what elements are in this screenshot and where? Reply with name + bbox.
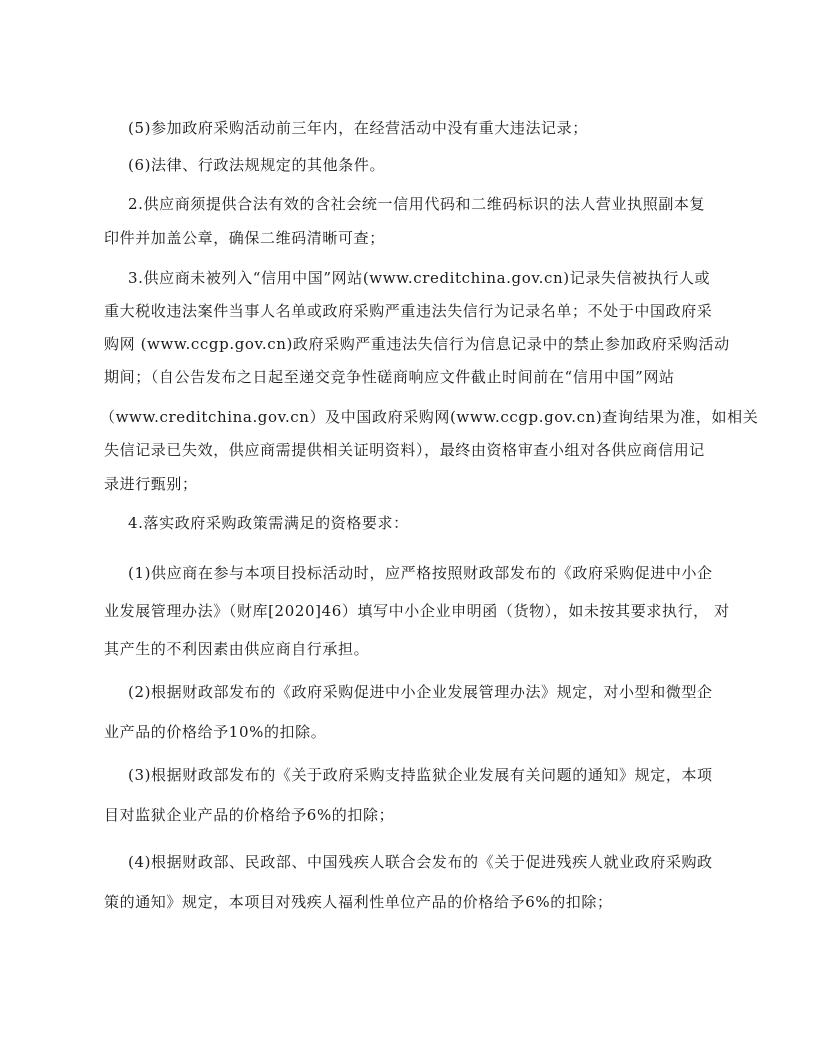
text-line: 失信记录已失效，供应商需提供相关证明资料），最终由资格审查小组对各供应商信用记 bbox=[104, 441, 705, 459]
text-line: 重大税收违法案件当事人名单或政府采购严重违法失信行为记录名单；不处于中国政府采 bbox=[104, 302, 713, 320]
text-line: 印件并加盖公章，确保二维码清晰可查； bbox=[104, 229, 385, 247]
text-line: 2.供应商须提供合法有效的含社会统一信用代码和二维码标识的法人营业执照副本复 bbox=[128, 195, 706, 213]
text-line: (3)根据财政部发布的《关于政府采购支持监狱企业发展有关问题的通知》规定，本项 bbox=[128, 766, 713, 784]
text-line: (6)法律、行政法规规定的其他条件。 bbox=[128, 156, 386, 174]
text-line: 目对监狱企业产品的价格给予6%的扣除； bbox=[104, 806, 395, 824]
text-line: (5)参加政府采购活动前三年内，在经营活动中没有重大违法记录； bbox=[128, 119, 588, 137]
text-line: （www.creditchina.gov.cn）及中国政府采购网(www.ccgp.gov.cn)查询结果为准，如相关 bbox=[100, 408, 759, 426]
text-line: 其产生的不利因素由供应商自行承担。 bbox=[104, 640, 370, 658]
text-line: 购网 (www.ccgp.gov.cn)政府采购严重违法失信行为信息记录中的禁止参加政府采购活动 bbox=[104, 335, 730, 353]
paragraph-item-3 bbox=[100, 267, 759, 507]
paragraph-item-1-5 bbox=[104, 117, 724, 141]
text-line: 策的通知》规定，本项目对残疾人福利性单位产品的价格给予6%的扣除； bbox=[104, 893, 613, 911]
text-line: (1)供应商在参与本项目投标活动时，应严格按照财政部发布的《政府采购促进中小企 bbox=[128, 564, 713, 582]
paragraph-item-4-3 bbox=[104, 764, 724, 834]
text-line: (4)根据财政部、民政部、中国残疾人联合会发布的《关于促进残疾人就业政府采购政 bbox=[128, 853, 713, 871]
text-line: 期间；（自公告发布之日起至递交竞争性磋商响应文件截止时间前在“信用中国”网站 bbox=[104, 368, 675, 386]
paragraph-item-4-4 bbox=[104, 851, 724, 921]
paragraph-item-2 bbox=[104, 193, 724, 263]
text-line: 3.供应商未被列入“信用中国”网站(www.creditchina.gov.cn)记录失信被执行人或 bbox=[128, 269, 711, 287]
text-line: 业发展管理办法》（财库[2020]46）填写中小企业申明函（货物），如未按其要求执行， 对 bbox=[104, 602, 730, 620]
text-line: 4.落实政府采购政策需满足的资格要求： bbox=[128, 514, 409, 532]
paragraph-item-4 bbox=[104, 512, 724, 536]
text-line: 业产品的价格给予10%的扣除。 bbox=[104, 723, 327, 741]
paragraph-item-4-1 bbox=[104, 562, 730, 672]
paragraph-item-1-6 bbox=[104, 154, 724, 178]
text-line: 录进行甄别； bbox=[104, 475, 198, 493]
text-line: (2)根据财政部发布的《政府采购促进中小企业发展管理办法》规定，对小型和微型企 bbox=[128, 683, 713, 701]
paragraph-item-4-2 bbox=[104, 681, 724, 751]
